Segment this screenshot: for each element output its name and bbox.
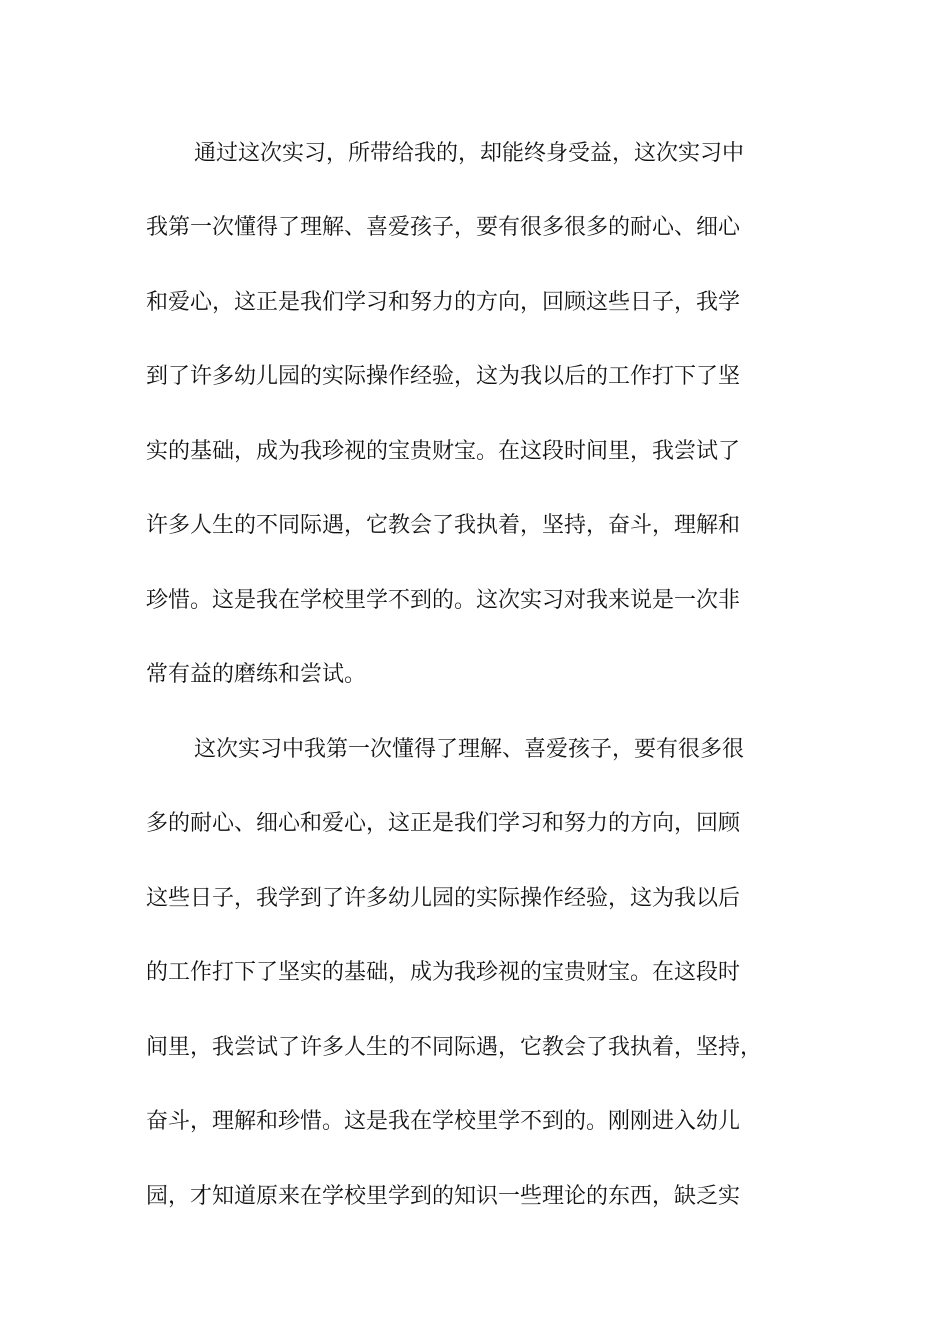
text-line: 实的基础，成为我珍视的宝贵财宝。在这段时间里，我尝试了: [146, 439, 741, 464]
text-line: 多的耐心、细心和爱心，这正是我们学习和努力的方向，回顾: [146, 811, 741, 836]
text-line: 这些日子，我学到了许多幼儿园的实际操作经验，这为我以后: [146, 886, 741, 911]
text-line: 我第一次懂得了理解、喜爱孩子，要有很多很多的耐心、细心: [146, 215, 741, 240]
text-line: 间里，我尝试了许多人生的不同际遇，它教会了我执着，坚持，: [146, 1035, 763, 1060]
text-line: 珍惜。这是我在学校里学不到的。这次实习对我来说是一次非: [146, 588, 741, 613]
text-line: 的工作打下了坚实的基础，成为我珍视的宝贵财宝。在这段时: [146, 960, 741, 985]
text-line: 许多人生的不同际遇，它教会了我执着，坚持，奋斗，理解和: [146, 513, 741, 538]
text-line: 到了许多幼儿园的实际操作经验，这为我以后的工作打下了坚: [146, 364, 741, 389]
text-line: 奋斗，理解和珍惜。这是我在学校里学不到的。刚刚进入幼儿: [146, 1109, 741, 1134]
text-line: 和爱心，这正是我们学习和努力的方向，回顾这些日子，我学: [146, 290, 741, 315]
text-line: 常有益的磨练和尝试。: [146, 662, 367, 687]
text-line: 园，才知道原来在学校里学到的知识一些理论的东西，缺乏实: [146, 1184, 741, 1209]
text-line: 这次实习中我第一次懂得了理解、喜爱孩子，要有很多很: [194, 737, 745, 762]
text-line: 通过这次实习，所带给我的，却能终身受益，这次实习中: [194, 141, 745, 166]
